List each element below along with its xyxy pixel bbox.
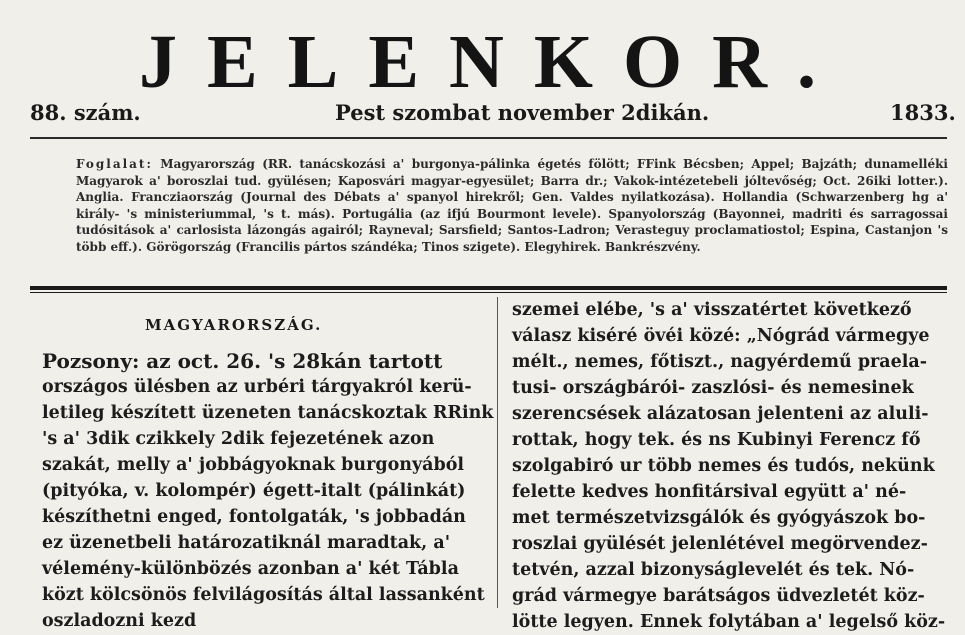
- article-line: szemei elébe, 's a' visszatértet következő: [512, 300, 912, 320]
- article-line: (pityóka, v. kolompér) égett-italt (pálinkát): [42, 481, 466, 501]
- article-line: szakát, melly a' jobbágyoknak burgonyából: [42, 455, 465, 475]
- article-line: grád vármegye barátságos üdvezletét köz-: [512, 586, 925, 606]
- article-right-column: [512, 297, 948, 635]
- contents-label: Foglalat:: [76, 157, 153, 171]
- article-line: roszlai gyülését jelenlétével megörvendez-: [512, 534, 928, 554]
- article-line: közt kölcsönös felvilágosítás által lassanként: [42, 585, 485, 605]
- article-line: met természetvizsgálók és gyógyászok bo-: [512, 508, 926, 528]
- article-line: felette kedves honfitársival együtt a' né-: [512, 482, 907, 502]
- article-line: ez üzenetbeli határozatiknál maradtak, a': [42, 533, 451, 553]
- article-line: tetvén, azzal bizonyságlevelét és tek. Nó-: [512, 560, 915, 580]
- article-line: Pozsony: az oct. 26. 's 28kán tartott: [42, 349, 443, 373]
- article-line: letileg készített üzeneten tanácskoztak RRink: [42, 403, 494, 423]
- article-line: vélemény-különbözés azonban a' két Tábla: [42, 559, 459, 579]
- section-rule-thin: [30, 292, 947, 293]
- article-left-column: [42, 348, 494, 634]
- article-line: lötte legyen. Ennek folytában a' legelső köz-: [512, 612, 946, 632]
- article-line: válasz kiséré övéi közé: „Nógrád vármegye: [512, 326, 930, 346]
- contents-text: Magyarország (RR. tanácskozási a' burgonya-pálinka égetés fölött; FFink Bécsben; Appel; Bajzáth; dunamelléki Magyarok a' boroszlai tud. gyülésen; Kaposvári magyar-egyesület; Barra dr.; Vakok-intézetebeli jóltevőség; Oct. 26iki lotter.). Anglia. Francziaország (Journal des Débats a' spanyol hirekről; Gen. Valdes nyilatkozása). Hollandia (Schwarzenberg hg a' király- 's ministeriummal, 's t. más). Portugália (az ifjú Bourmont levele). Spanyolország (Bayonnei, madriti és sarragossai tudósitások a' carlosista lázongás agairól; Rayneval; Sarsfield; Santos-Ladron; Verasteguy proclamatiostol; Espina, Castanjon 's több eff.). Görögország (Francilis pártos szándéka; Tinos szigete). Elegyhirek. Bankrészvény.: [76, 157, 948, 254]
- issue-number: 88. szám.: [30, 100, 141, 125]
- header-rule: [30, 137, 947, 139]
- table-of-contents: [76, 156, 948, 255]
- article-line: tusi- országbárói- zaszlósi- és nemesinek: [512, 378, 914, 398]
- article-line: szolgabiró ur több nemes és tudós, nekünk: [512, 456, 935, 476]
- article-line: 's a' 3dik czikkely 2dik fejezetének azon: [42, 429, 435, 449]
- article-line: oszladozni kezd: [42, 611, 197, 631]
- masthead-title: JELENKOR.: [138, 20, 847, 104]
- issue-year: 1833.: [890, 100, 956, 125]
- article-line: szerencsések alázatosan jelenteni az aluli-: [512, 404, 929, 424]
- article-line: mélt., nemes, főtiszt., nagyérdemű praela-: [512, 352, 927, 372]
- section-rule-thick: [30, 286, 947, 290]
- issue-date: Pest szombat november 2dikán.: [335, 100, 710, 125]
- section-heading-magyarorszag: MAGYARORSZÁG.: [145, 316, 323, 334]
- article-line: országos ülésben az urbéri tárgyakról kerü-: [42, 377, 472, 397]
- article-line: készíthetni enged, fontolgaták, 's jobbadán: [42, 507, 466, 527]
- article-line: rottak, hogy tek. és ns Kubinyi Ferencz fő: [512, 430, 921, 450]
- column-divider: [497, 297, 498, 608]
